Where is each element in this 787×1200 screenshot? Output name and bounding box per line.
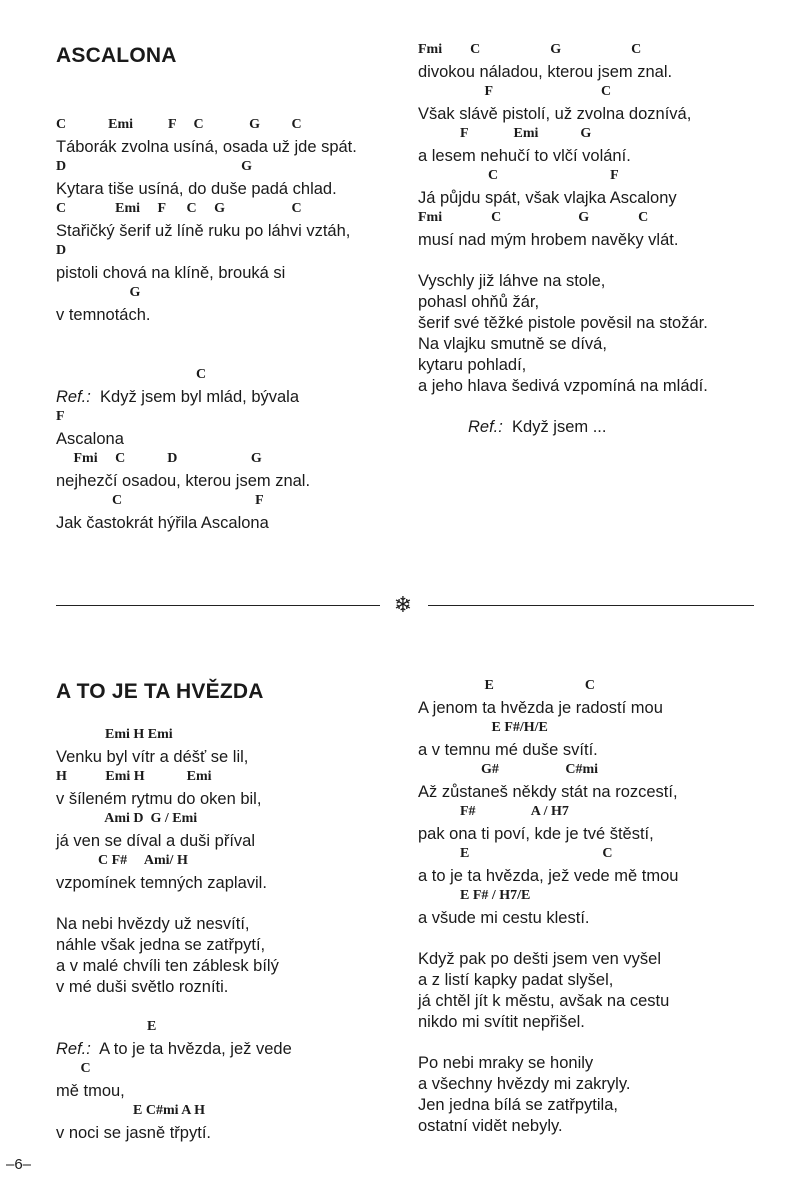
lyric-line [56,874,267,893]
lyric-text: a z listí kapky padat slyšel, [418,971,614,989]
lyric-text: kytaru pohladí, [418,356,527,374]
lyric-text: Kytara tiše usíná, do duše padá chlad. [56,180,337,198]
chord-line: Fmi C G C [418,42,642,57]
lyric-text: ostatní vidět nebyly. [418,1117,563,1135]
lyric-text: nikdo mi svítit nepřišel. [418,1013,585,1031]
lyric-text: pohasl ohňů žár, [418,293,540,311]
lyric-line [418,1096,618,1115]
chord-line: D [56,243,67,258]
lyric-text: A to je ta hvězda, jež vede [99,1040,292,1058]
chord-line: Emi H Emi [56,727,173,742]
chord-line: Fmi C G C [418,210,649,225]
lyric-text: Já půjdu spát, však vlajka Ascalony [418,189,677,207]
lyric-line [56,1124,211,1143]
chord-line: E F#/H/E [418,720,548,735]
divider-line-right [428,605,754,606]
lyric-text: pak ona ti poví, kde je tvé štěstí, [418,825,654,843]
chord-line: E F# / H7/E [418,888,531,903]
chord-line: E C [418,846,613,861]
lyric-line [56,1040,292,1059]
lyric-line [56,936,265,955]
lyric-line [418,950,661,969]
lyric-text: Jak častokrát hýřila Ascalona [56,514,269,532]
lyric-line [56,915,250,934]
lyric-line [418,1054,593,1073]
lyric-line [418,971,613,990]
chord-line: C F# Ami/ H [56,853,188,868]
lyric-text: Ascalona [56,430,124,448]
chord-line: D G [56,159,252,174]
lyric-text: šerif své těžké pistole pověsil na stožár. [418,314,708,332]
chord-line: G# C#mi [418,762,599,777]
snowflake-icon: ❄ [393,593,413,618]
chord-line: Ami D G / Emi [56,811,198,826]
lyric-text: Venku byl vítr a déšť se lil, [56,748,249,766]
lyric-line [56,222,350,241]
lyric-text: a jeho hlava šedivá vzpomíná na mládí. [418,377,708,395]
lyric-line [56,514,269,533]
lyric-line [418,105,691,124]
lyric-text: Když pak po dešti jsem ven vyšel [418,950,662,968]
lyric-line [56,978,228,997]
lyric-line [418,293,539,312]
chord-line: C Emi F C G C [56,117,302,132]
lyric-line [418,867,678,886]
lyric-line [56,306,150,325]
lyric-line [418,699,663,718]
lyric-text: Vyschly již láhve na stole, [418,272,606,290]
lyric-line [418,356,526,375]
lyric-text: vzpomínek temných zaplavil. [56,874,267,892]
lyric-text: Na vlajku smutně se dívá, [418,335,607,353]
refrain-label: Ref.: [468,418,503,436]
lyric-text: náhle však jedna se zatřpytí, [56,936,266,954]
lyric-text: divokou náladou, kterou jsem znal. [418,63,673,81]
lyric-text: nejhezčí osadou, kterou jsem znal. [56,472,311,490]
lyric-line [418,189,677,208]
lyric-line [418,825,654,844]
chord-line: C Emi F C G C [56,201,302,216]
lyric-line [418,335,607,354]
lyric-text: A jenom ta hvězda je radostí mou [418,699,663,717]
lyric-text: Jen jedna bílá se zatřpytila, [418,1096,618,1114]
chord-line: G [56,285,141,300]
lyric-text: v šíleném rytmu do oken bil, [56,790,262,808]
lyric-text: a to je ta hvězda, jež vede mě tmou [418,867,679,885]
chord-line: F Emi G [418,126,592,141]
lyric-line [418,147,631,166]
refrain-label: Ref.: [56,1040,91,1058]
chord-line: E [56,1019,157,1034]
lyric-line [56,790,261,809]
lyric-text: a lesem nehučí to vlčí volání. [418,147,631,165]
chord-line: F [56,409,65,424]
lyric-line [418,377,708,396]
chord-line: F# A / H7 [418,804,569,819]
chord-line: E C [418,678,595,693]
lyric-line [418,1013,585,1032]
lyric-text: Však slávě pistolí, už zvolna doznívá, [418,105,692,123]
lyric-text: Táborák zvolna usíná, osada už jde spát. [56,138,357,156]
lyric-text: Stařičký šerif už líně ruku po láhvi vztáh, [56,222,351,240]
chord-line: C F [418,168,619,183]
lyric-text: v mé duši světlo rozníti. [56,978,229,996]
chord-line: C [56,1061,91,1076]
lyric-text: Po nebi mraky se honily [418,1054,594,1072]
lyric-text: a v temnu mé duše svítí. [418,741,598,759]
lyric-line [418,783,678,802]
song-title-ascalona: ASCALONA [56,44,177,67]
lyric-line [418,314,708,333]
lyric-line [56,957,279,976]
lyric-line [56,832,255,851]
lyric-line [56,180,337,199]
divider-line-left [56,605,380,606]
lyric-text: musí nad mým hrobem navěky vlát. [418,231,679,249]
chord-line: C F [56,493,264,508]
refrain-label: Ref.: [56,388,91,406]
lyric-line [56,1082,125,1101]
lyric-text: já ven se díval a duši příval [56,832,256,850]
lyric-text: pistoli chová na klíně, brouká si [56,264,286,282]
lyric-text: Na nebi hvězdy už nesvítí, [56,915,250,933]
lyric-line [418,272,605,291]
lyric-line [56,138,357,157]
lyric-line [418,1075,630,1094]
lyric-line [418,992,669,1011]
page-number: –6– [6,1156,32,1173]
lyric-text: já chtěl jít k městu, avšak na cestu [418,992,670,1010]
lyric-text: Až zůstaneš někdy stát na rozcestí, [418,783,678,801]
chord-line: Fmi C D G [56,451,262,466]
lyric-line [418,231,678,250]
lyric-text: Když jsem ... [512,418,607,436]
lyric-line [418,741,598,760]
lyric-text: v temnotách. [56,306,151,324]
song-title-hvezda: A TO JE TA HVĚZDA [56,680,264,703]
lyric-line [56,264,285,283]
lyric-line [56,388,299,407]
lyric-line [418,1117,563,1136]
lyric-text: a v malé chvíli ten záblesk bílý [56,957,279,975]
lyric-line [418,63,672,82]
chord-line: F C [418,84,612,99]
lyric-line [56,430,124,449]
chord-line: H Emi H Emi [56,769,212,784]
lyric-text: mě tmou, [56,1082,125,1100]
lyric-line [468,418,606,437]
lyric-text: Když jsem byl mlád, bývala [100,388,300,406]
lyric-text: v noci se jasně třpytí. [56,1124,211,1142]
lyric-line [56,748,248,767]
chord-line: E C#mi A H [56,1103,205,1118]
lyric-line [56,472,310,491]
chord-line: C [56,367,207,382]
lyric-text: a všechny hvězdy mi zakryly. [418,1075,631,1093]
lyric-line [418,909,590,928]
lyric-text: a všude mi cestu klestí. [418,909,590,927]
